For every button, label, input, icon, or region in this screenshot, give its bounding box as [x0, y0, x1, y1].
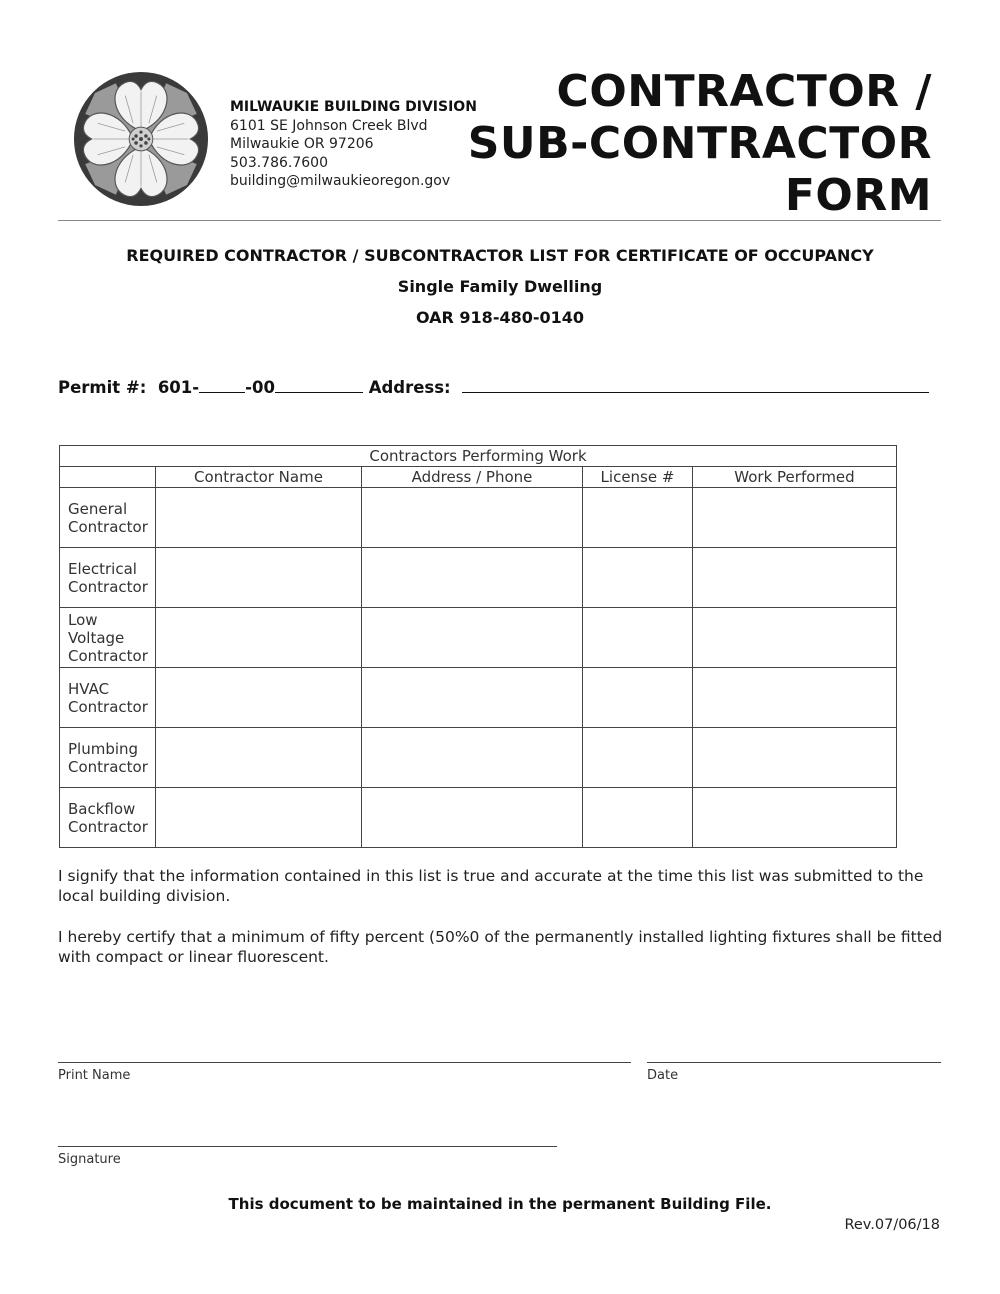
license-cell[interactable]: [583, 608, 693, 668]
contractor-name-cell[interactable]: [156, 668, 362, 728]
footer-note: This document to be maintained in the permanent Building File.: [228, 1195, 772, 1213]
row-label: Backflow Contractor: [60, 788, 156, 848]
permit-line: [58, 378, 929, 397]
address-phone-cell[interactable]: [362, 668, 583, 728]
work-performed-cell[interactable]: [693, 488, 897, 548]
revision-date: Rev.07/06/18: [844, 1217, 940, 1233]
address-label: Address:: [368, 378, 451, 397]
permit-label: Permit #:: [58, 378, 147, 397]
work-performed-cell[interactable]: [693, 668, 897, 728]
license-cell[interactable]: [583, 488, 693, 548]
signature-line[interactable]: [58, 1146, 557, 1147]
permit-prefix: 601-: [157, 378, 200, 397]
contractor-name-cell[interactable]: [156, 608, 362, 668]
title-line3: FORM: [784, 170, 932, 221]
date-line[interactable]: [647, 1062, 941, 1063]
table-row: [60, 548, 897, 608]
work-performed-cell[interactable]: [693, 788, 897, 848]
print-name-label: Print Name: [58, 1068, 131, 1083]
license-cell[interactable]: [583, 668, 693, 728]
table-row: [60, 788, 897, 848]
address-phone-cell[interactable]: [362, 788, 583, 848]
column-header: Work Performed: [693, 467, 897, 488]
column-header: Contractor Name: [156, 467, 362, 488]
signature-label: Signature: [58, 1152, 121, 1167]
signify-statement: I signify that the information contained in this list is true and accurate at the time this list was submitted to the local building division.: [58, 867, 924, 905]
address-phone-cell[interactable]: [362, 608, 583, 668]
contractor-name-cell[interactable]: [156, 788, 362, 848]
header-divider: [58, 220, 941, 221]
contractor-name-cell[interactable]: [156, 548, 362, 608]
date-label: Date: [647, 1068, 679, 1083]
row-label: Low Voltage Contractor: [60, 608, 156, 668]
permit-number-field[interactable]: [199, 378, 245, 393]
contractors-table: [59, 445, 897, 848]
address-phone-cell[interactable]: [362, 548, 583, 608]
row-label: HVAC Contractor: [60, 668, 156, 728]
title-line1: CONTRACTOR /: [556, 66, 932, 117]
oar-heading: OAR 918-480-0140: [415, 308, 585, 327]
column-header-blank: [60, 467, 156, 488]
org-address-line2: Milwaukie OR 97206: [230, 136, 374, 152]
row-label: Plumbing Contractor: [60, 728, 156, 788]
license-cell[interactable]: [583, 548, 693, 608]
work-performed-cell[interactable]: [693, 608, 897, 668]
contractor-name-cell[interactable]: [156, 488, 362, 548]
permit-suffix-field[interactable]: [275, 378, 363, 393]
contractor-name-cell[interactable]: [156, 728, 362, 788]
license-cell[interactable]: [583, 788, 693, 848]
address-phone-cell[interactable]: [362, 728, 583, 788]
org-email: building@milwaukieoregon.gov: [230, 173, 451, 189]
row-label: Electrical Contractor: [60, 548, 156, 608]
table-row: [60, 728, 897, 788]
row-label: General Contractor: [60, 488, 156, 548]
print-name-line[interactable]: [58, 1062, 631, 1063]
table-caption: Contractors Performing Work: [60, 446, 897, 467]
main-heading: REQUIRED CONTRACTOR / SUBCONTRACTOR LIST FOR CERTIFICATE OF OCCUPANCY: [126, 246, 874, 265]
sub-heading: Single Family Dwelling: [397, 277, 603, 296]
certify-statement: I hereby certify that a minimum of fifty percent (50%0 of the permanently installed lighting fixtures shall be fitted with compact or linear fluorescent.: [58, 928, 943, 966]
org-phone: 503.786.7600: [230, 154, 328, 171]
table-row: [60, 488, 897, 548]
license-cell[interactable]: [583, 728, 693, 788]
org-address-line1: 6101 SE Johnson Creek Blvd: [230, 117, 428, 134]
column-header: License #: [583, 467, 693, 488]
table-row: [60, 608, 897, 668]
work-performed-cell[interactable]: [693, 548, 897, 608]
org-name: MILWAUKIE BUILDING DIVISION: [230, 99, 477, 115]
title-line2: SUB-CONTRACTOR: [467, 118, 932, 169]
table-row: [60, 668, 897, 728]
work-performed-cell[interactable]: [693, 728, 897, 788]
organization-info: [230, 98, 477, 191]
address-phone-cell[interactable]: [362, 488, 583, 548]
permit-mid: -00: [245, 378, 275, 397]
dogwood-flower-logo: [72, 70, 210, 208]
column-header: Address / Phone: [362, 467, 583, 488]
form-title: [468, 66, 932, 222]
address-field[interactable]: [462, 378, 929, 393]
